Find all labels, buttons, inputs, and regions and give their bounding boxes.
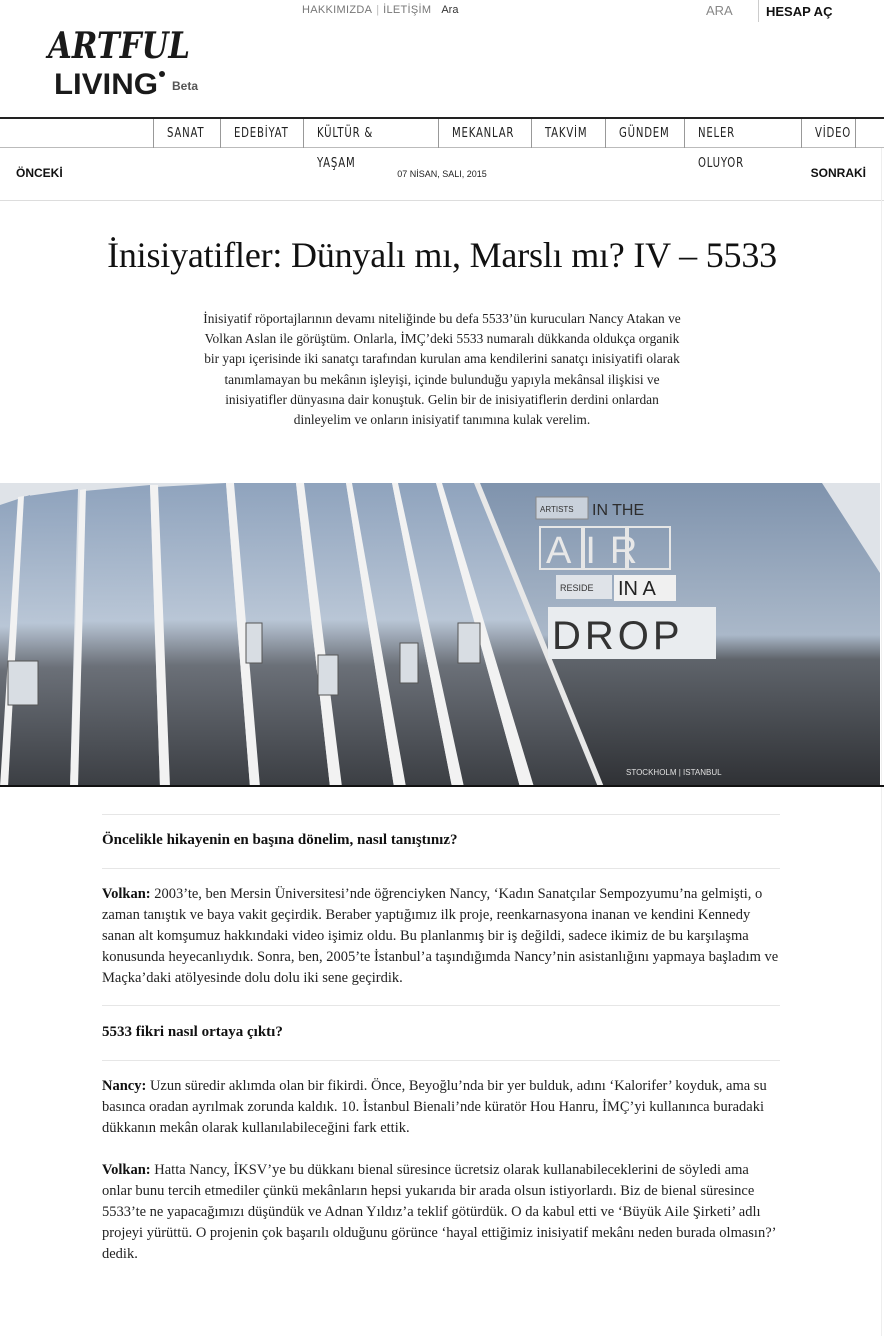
artful-living-logo[interactable] [44, 18, 204, 98]
question-heading: 5533 fikri nasıl ortaya çıktı? [102, 1024, 283, 1040]
cover-text-reside: RESIDE [560, 583, 594, 593]
hero-divider [0, 785, 884, 787]
cover-text-stockholm: STOCKHOLM | ISTANBUL [626, 768, 722, 777]
divider [758, 0, 759, 22]
next-link[interactable]: SONRAKİ [810, 166, 866, 180]
about-link[interactable]: HAKKIMIZDA [302, 4, 373, 16]
cover-text-in-a: IN A [618, 578, 656, 600]
answer-text: Hatta Nancy, İKSV’ye bu dükkanı bienal süresince ücretsiz olarak kullanabileceklerini de söyledi ama onlar bunu tercih etmediler çünkü mekânların hepsi yukarıda bir arada olsun istiyorlardı. Biz de bienal süresince 5533’te ne yapacağımızı düşündük ve Adnan Yıldız’a teklif götürdük. O da kabul etti ve ‘Büyük Aile Şirketi’ adlı projeyi yürüttü. O projenin çok başarılı olduğunu görünce ‘hayal ettiğimiz inisiyatif mekânı neden burada olmasın?’ dedik. [102, 1162, 776, 1262]
answer-text: Uzun süredir aklımda olan bir fikirdi. Önce, Beyoğlu’nda bir yer bulduk, adını ‘Kalorifer’ koyduk, ama su basınca oradan ayrılmak zorunda kaldık. 10. İstanbul Bienali’nde küratör Hou Hanru, İMÇ’yi kullanınca buradaki dükkanın mekân olarak kullanılabileceğini fark ettik. [102, 1078, 767, 1136]
speaker-name: Volkan: [102, 1162, 151, 1178]
speaker-name: Nancy: [102, 1078, 147, 1094]
article-title: İnisiyatifler: Dünyalı mı, Marslı mı? IV – 5533 [107, 235, 777, 275]
category-neler-oluyor[interactable]: NELER OLUYOR [684, 119, 801, 148]
logo-wordmark-top: ARTFUL [45, 25, 190, 67]
answer-paragraph [102, 1160, 780, 1265]
category-nav [0, 117, 884, 171]
answer-paragraph [102, 1076, 780, 1139]
divider [102, 814, 780, 815]
article-date: 07 NİSAN, SALI, 2015 [397, 169, 487, 179]
speaker-name: Volkan: [102, 886, 151, 902]
search-button[interactable]: ARA [706, 3, 733, 18]
article-hero-image [0, 483, 880, 787]
category-takvim[interactable]: TAKVİM [531, 119, 605, 148]
category-sanat[interactable]: SANAT [153, 119, 220, 148]
cover-text-air: AIR [546, 530, 652, 572]
category-edebiyat[interactable]: EDEBİYAT [220, 119, 303, 148]
article-lead: İnisiyatif röportajlarının devamı niteliğinde bu defa 5533’ün kurucuları Nancy Atakan ve Volkan Aslan ile görüştüm. Onlarla, İMÇ’deki 5533 numaralı dükkanda oldukça organik bir yapı içerisinde iki sanatçı tarafından kurulan ama kendilerini sanatçı inisiyatifi olarak tanımlamayan bu mekânın işleyişi, içinde bulunduğu yapıyla mekânsal ilişkisi ve inisiyatifler dünyasına dair konuştuk. Gelin bir de inisiyatiflerin derdini onlardan dinleyelim ve onların inisiyatif tanımına kulak verelim. [203, 311, 681, 428]
search-input[interactable]: Ara [441, 4, 459, 16]
cover-text-artists: ARTISTS [540, 505, 574, 514]
category-kultur-yasam[interactable]: KÜLTÜR & YAŞAM [303, 119, 438, 148]
contact-link[interactable]: İLETİŞİM [383, 4, 432, 16]
category-video[interactable]: VİDEO [801, 119, 856, 148]
answer-paragraph [102, 884, 780, 989]
question-heading: Öncelikle hikayenin en başına dönelim, nasıl tanıştınız? [102, 832, 458, 848]
top-navigation: HAKKIMIZDA | İLETİŞİM Ara [302, 4, 459, 16]
divider [102, 1005, 780, 1006]
category-mekanlar[interactable]: MEKANLAR [438, 119, 531, 148]
beta-badge: Beta [172, 79, 199, 93]
divider [102, 868, 780, 869]
article-pager [0, 149, 884, 201]
divider [102, 1060, 780, 1061]
cover-text-drop: DROP [552, 614, 684, 658]
category-list [153, 119, 856, 171]
answer-text: 2003’te, ben Mersin Üniversitesi’nde öğrenciyken Nancy, ‘Kadın Sanatçılar Sempozyumu’na gelmişti, o zaman tanıştık ve baya vakit geçirdik. Beraber yaptığımız ilk proje, reenkarnasyona inanan ve kendini Kennedy sanan alt komşumuz hakkındaki video işimiz oldu. Bu planlanmış bir iş değildi, sadece ikimiz de bu karşılaşma konusunda heyecanlıydık. Sonra, ben, 2005’te İstanbul’a taşındığımda Nancy’nin asistanlığını yapmaya başladım ve Maçka’daki atölyesinde dolu dolu iki sene geçirdik. [102, 886, 779, 986]
previous-link[interactable]: ÖNCEKİ [16, 166, 63, 180]
logo-wordmark-bottom: LIVING [54, 68, 158, 98]
cover-text-in-the: IN THE [592, 502, 645, 519]
signup-button[interactable]: HESAP AÇ [766, 4, 833, 19]
category-gundem[interactable]: GÜNDEM [605, 119, 684, 148]
